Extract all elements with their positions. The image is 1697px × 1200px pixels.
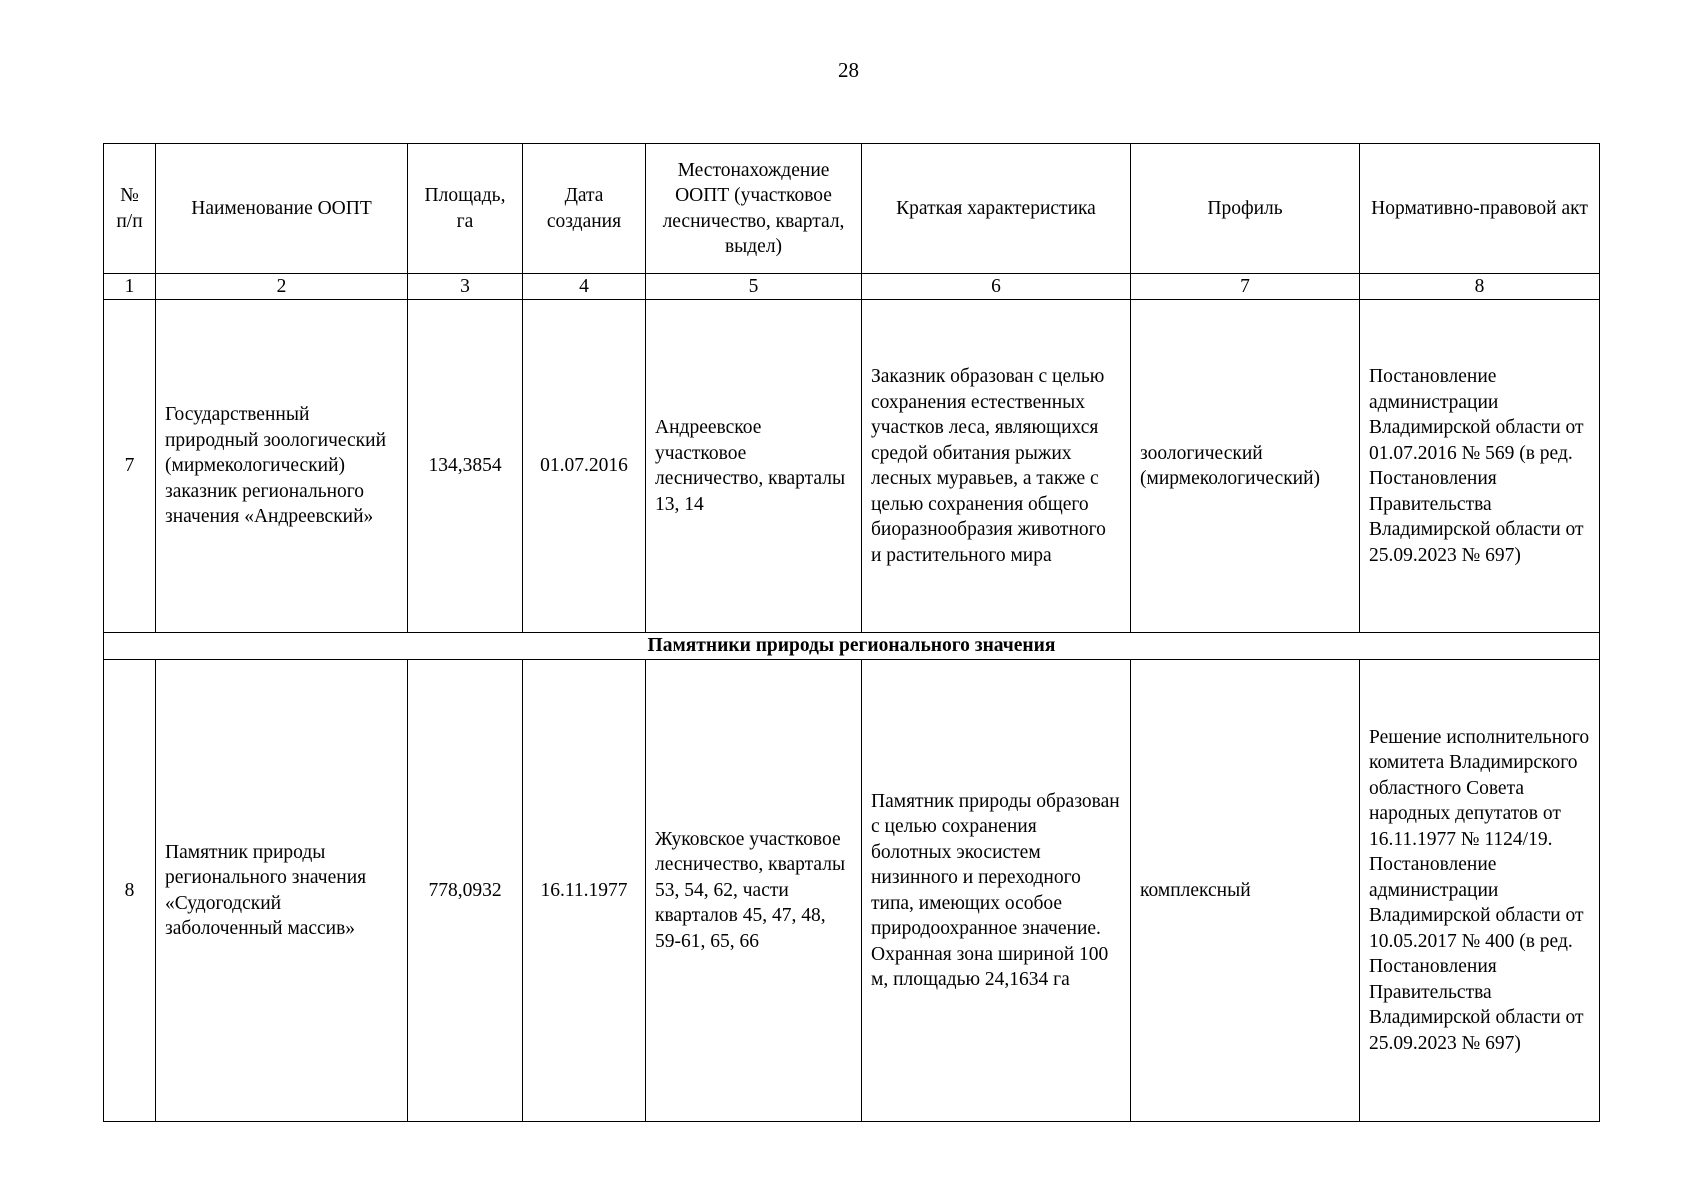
row-description: Заказник образован с целью сохранения естественных участков леса, являющихся средой обитания рыжих лесных муравьев, а также с целью сохранения общего биоразнообразия животного и растительного мира [862, 300, 1131, 633]
table-row [104, 300, 1600, 633]
row-name: Государственный природный зоологический (мирмекологический) заказник регионального значения «Андреевский» [156, 300, 408, 633]
header-act: Нормативно-правовой акт [1360, 144, 1600, 274]
header-profile: Профиль [1131, 144, 1360, 274]
column-number: 2 [156, 274, 408, 300]
row-location: Андреевское участковое лесничество, кварталы 13, 14 [646, 300, 862, 633]
column-number: 1 [104, 274, 156, 300]
column-number-row [104, 274, 1600, 300]
section-heading-row [104, 633, 1600, 660]
section-title: Памятники природы регионального значения [104, 633, 1600, 660]
protected-areas-table [103, 143, 1600, 1122]
header-date: Дата создания [523, 144, 646, 274]
row-act: Постановление администрации Владимирской области от 01.07.2016 № 569 (в ред. Постановления Правительства Владимирской области от 25.09.2023 № 697) [1360, 300, 1600, 633]
column-number: 7 [1131, 274, 1360, 300]
row-profile: зоологический (мирмекологический) [1131, 300, 1360, 633]
row-number: 8 [104, 660, 156, 1122]
column-number: 6 [862, 274, 1131, 300]
row-area: 778,0932 [408, 660, 523, 1122]
row-act: Решение исполнительного комитета Владимирского областного Совета народных депутатов от 16.11.1977 № 1124/19. Постановление администрации Владимирской области от 10.05.2017 № 400 (в ред. Постановления Правительства Владимирской области от 25.09.2023 № 697) [1360, 660, 1600, 1122]
row-date: 16.11.1977 [523, 660, 646, 1122]
column-number: 3 [408, 274, 523, 300]
table-header-row [104, 144, 1600, 274]
row-description: Памятник природы образован с целью сохранения болотных экосистем низинного и переходного типа, имеющих особое природоохранное значение. Охранная зона шириной 100 м, площадью 24,1634 га [862, 660, 1131, 1122]
row-name: Памятник природы регионального значения «Судогодский заболоченный массив» [156, 660, 408, 1122]
header-number: № п/п [104, 144, 156, 274]
row-number: 7 [104, 300, 156, 633]
header-area: Площадь, га [408, 144, 523, 274]
row-profile: комплексный [1131, 660, 1360, 1122]
table-row [104, 660, 1600, 1122]
header-location: Местонахождение ООПТ (участковое лесничество, квартал, выдел) [646, 144, 862, 274]
row-area: 134,3854 [408, 300, 523, 633]
column-number: 8 [1360, 274, 1600, 300]
column-number: 4 [523, 274, 646, 300]
page-number: 28 [838, 58, 859, 82]
header-description: Краткая характеристика [862, 144, 1131, 274]
row-location: Жуковское участковое лесничество, кварталы 53, 54, 62, части кварталов 45, 47, 48, 59-61, 65, 66 [646, 660, 862, 1122]
header-name: Наименование ООПТ [156, 144, 408, 274]
column-number: 5 [646, 274, 862, 300]
row-date: 01.07.2016 [523, 300, 646, 633]
